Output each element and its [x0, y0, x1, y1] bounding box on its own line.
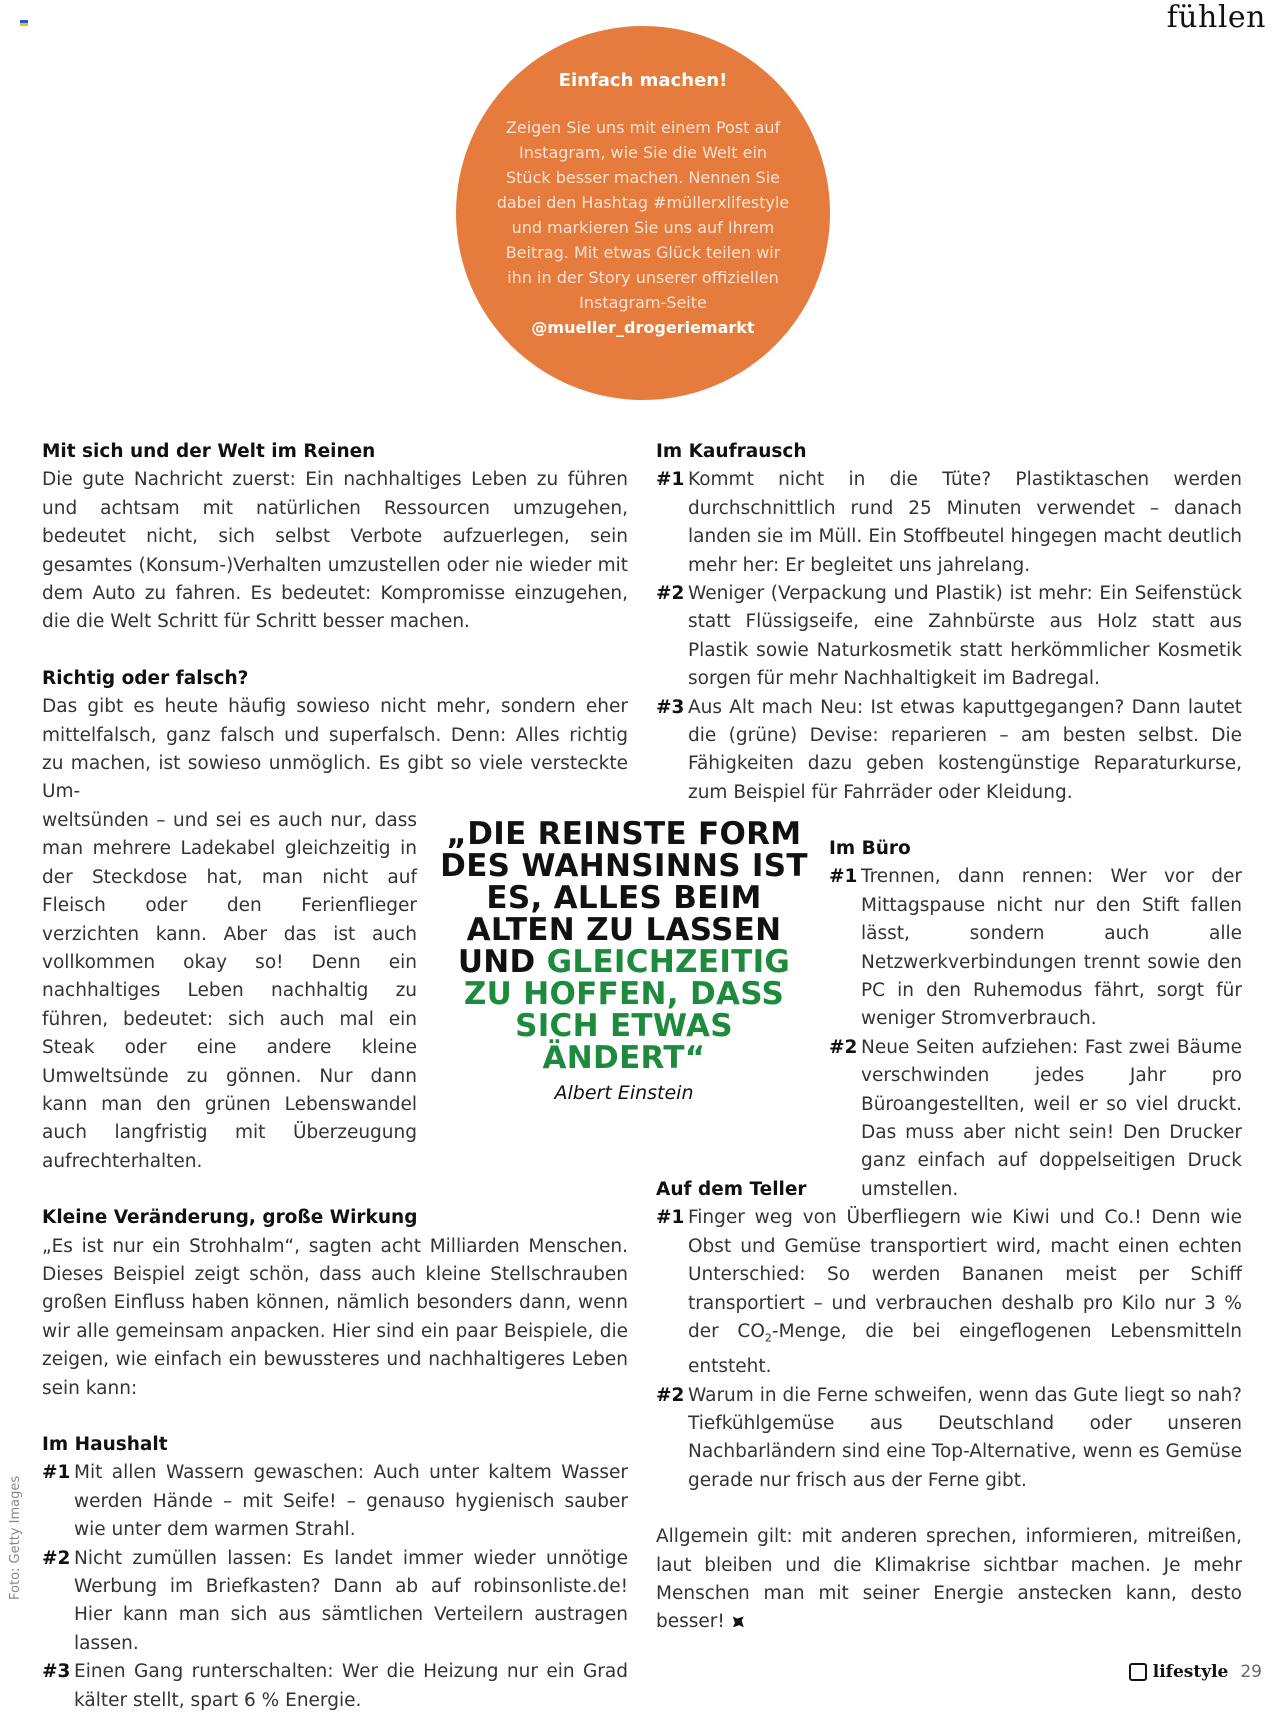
list-item: #1 Mit allen Wassern gewaschen: Auch unter kaltem Wasser werden Hände – mit Seife! – genauso hygienisch sauber wie unter dem warmen Strahl. [42, 1462, 628, 1541]
heading-im-buero: Im Büro [829, 838, 911, 859]
quote-part-black: „DIE REINSTE FORM DES WAHNSINNS IST ES, ALLES BEIM ALTEN ZU LASSEN UND [440, 816, 808, 980]
right-column-top [656, 438, 1242, 807]
list-item: #2 Weniger (Verpackung und Plastik) ist mehr: Ein Seifenstück statt Flüssigseife, eine Zahnbürste aus Holz statt aus Plastik sowie Naturkosmetik statt herkömmlicher Kosmetik sorgen für mehr Nachhaltigkeit im Badregal. [656, 583, 1242, 690]
heading-richtig-oder-falsch: Richtig oder falsch? [42, 667, 249, 689]
quote-part-green: GLEICHZEITIG ZU HOFFEN, DASS SICH ETWAS ÄNDERT“ [463, 944, 791, 1076]
right-column-buero [829, 835, 1242, 1204]
pull-quote [436, 818, 812, 1104]
brand-name: lifestyle [1152, 1662, 1229, 1682]
end-mark-icon [733, 1616, 744, 1627]
quote-text [436, 818, 812, 1074]
page-footer [1129, 1662, 1262, 1682]
heading-im-kaufrausch: Im Kaufrausch [656, 441, 807, 462]
list-item: #3 Aus Alt mach Neu: Ist etwas kaputtgegangen? Dann lautet die (grüne) Devise: reparieren – am besten selbst. Die Fähigkeiten dazu geben kostengünstige Reparaturkurse, zum Beispiel für Fahrräder oder Kleidung. [656, 696, 1242, 803]
list-item: #1 Finger weg von Überfliegern wie Kiwi und Co.! Denn wie Obst und Gemüse transportiert wird, macht einen echten Unterschied: So werden Bananen meist per Schiff transportiert – und verbrauchen deshalb pro Kilo nur 3 % der $CO_2$-Menge, die bei eingeflogenen Lebensmitteln entsteht. [656, 1207, 1243, 1378]
callout-title: Einfach machen! [558, 70, 728, 91]
section-tag: fühlen [1166, 0, 1266, 35]
list-item: #3 Einen Gang runterschalten: Wer die Heizung nur ein Grad kälter stellt, spart 6 % Energie. [42, 1661, 628, 1711]
flag-icon [20, 20, 28, 26]
list-item: #2 Nicht zumüllen lassen: Es landet immer wieder unnötige Werbung im Briefkasten? Dann ab auf robinsonliste.de! Hier kann man sich aus sämtlichen Verteilern austragen lassen. [42, 1547, 628, 1654]
callout-handle: @mueller_drogeriemarkt [531, 318, 755, 337]
right-column-bottom [656, 1176, 1242, 1637]
heading-welt-im-reinen: Mit sich und der Welt im Reinen [42, 441, 376, 462]
heading-kleine-veraenderung: Kleine Veränderung, große Wirkung [42, 1207, 418, 1229]
quote-author: Albert Einstein [554, 1082, 694, 1104]
closing-paragraph: Allgemein gilt: mit anderen sprechen, informieren, mitreißen, laut bleiben und die Klimakrise sichtbar machen. Je mehr Menschen man mit seiner Energie anstecken kann, desto besser! [656, 1526, 1242, 1633]
callout-body: Zeigen Sie uns mit einem Post auf Instagram, wie Sie die Welt ein Stück besser machen. Nennen Sie dabei den Hashtag #müllerxlifestyle und markieren Sie uns auf Ihrem Beitrag. Mit etwas Glück teilen wir ihn in der Story unserer offiziellen Instagram-Seite [496, 118, 790, 312]
list-item: #1 Trennen, dann rennen: Wer vor der Mittagspause nicht nur den Stift fallen lässt, sondern auch alle Netzwerkverbindungen trennt sowie den PC in den Ruhemodus fährt, sorgt für weniger Stromverbrauch. [829, 866, 1242, 1030]
instagram-callout [456, 26, 830, 400]
list-item: #2 Neue Seiten aufziehen: Fast zwei Bäume verschwinden jedes Jahr pro Büroangestellten, weil er so viel druckt. Das muss aber nicht sein! Den Drucker ganz einfach auf doppelseitigen Druck umstellen. [829, 1036, 1242, 1200]
brand-logo-icon [1129, 1663, 1147, 1681]
heading-auf-dem-teller: Auf dem Teller [656, 1179, 807, 1200]
paragraph-richtig-a: Das gibt es heute häufig sowieso nicht mehr, sondern eher mittelfalsch, ganz falsch und superfalsch. Denn: Alles richtig zu machen, ist sowieso unmöglich. Es gibt so viele versteckte Um- [42, 696, 628, 803]
paragraph-kleine-veraenderung: „Es ist nur ein Strohhalm“, sagten acht Milliarden Menschen. Dieses Beispiel zeigt schön, dass auch kleine Stellschrauben großen Einfluss haben können, nämlich besonders dann, wenn wir alle gemeinsam anpacken. Hier sind ein paar Beispiele, die zeigen, wie einfach ein bewussteres und nachhaltigeres Leben sein kann: [42, 1235, 628, 1399]
heading-im-haushalt: Im Haushalt [42, 1434, 168, 1455]
paragraph-richtig-b: weltsünden – und sei es auch nur, dass man mehrere Ladekabel gleichzeitig in der Steckdose hat, man nicht auf Fleisch oder den Ferienflieger verzichten kann. Aber das ist auch vollkommen okay so! Denn ein nachhaltiges Leben nachhaltig zu führen, bedeutet: sich auch mal ein Steak oder eine andere kleine Umweltsünde zu gönnen. Nur dann kann man den grünen Lebenswandel auch langfristig mit Überzeugung aufrechterhalten. [42, 809, 417, 1172]
page-number: 29 [1240, 1662, 1262, 1682]
paragraph-intro: Die gute Nachricht zuerst: Ein nachhaltiges Leben zu führen und achtsam mit natürlichen Ressourcen umzugehen, bedeutet nicht, sich selbst Verbote aufzuerlegen, sein gesamtes (Konsum-)Verhalten umzustellen oder nie wieder mit dem Auto zu fahren. Es bedeutet: Kompromisse einzugehen, die die Welt Schritt für Schritt besser machen. [42, 469, 628, 633]
photo-credit: Foto: Getty Images [8, 1475, 23, 1600]
list-item: #2 Warum in die Ferne schweifen, wenn das Gute liegt so nah? Tiefkühlgemüse aus Deutschland oder unseren Nachbarländern sind eine Top-Alternative, wenn es Gemüse gerade nur frisch aus der Ferne gibt. [656, 1384, 1242, 1491]
list-item: #1 Kommt nicht in die Tüte? Plastiktaschen werden durchschnittlich rund 25 Minuten verwendet – danach landen sie im Müll. Ein Stoffbeutel hingegen macht deutlich mehr her: Er begleitet uns jahrelang. [656, 469, 1242, 576]
